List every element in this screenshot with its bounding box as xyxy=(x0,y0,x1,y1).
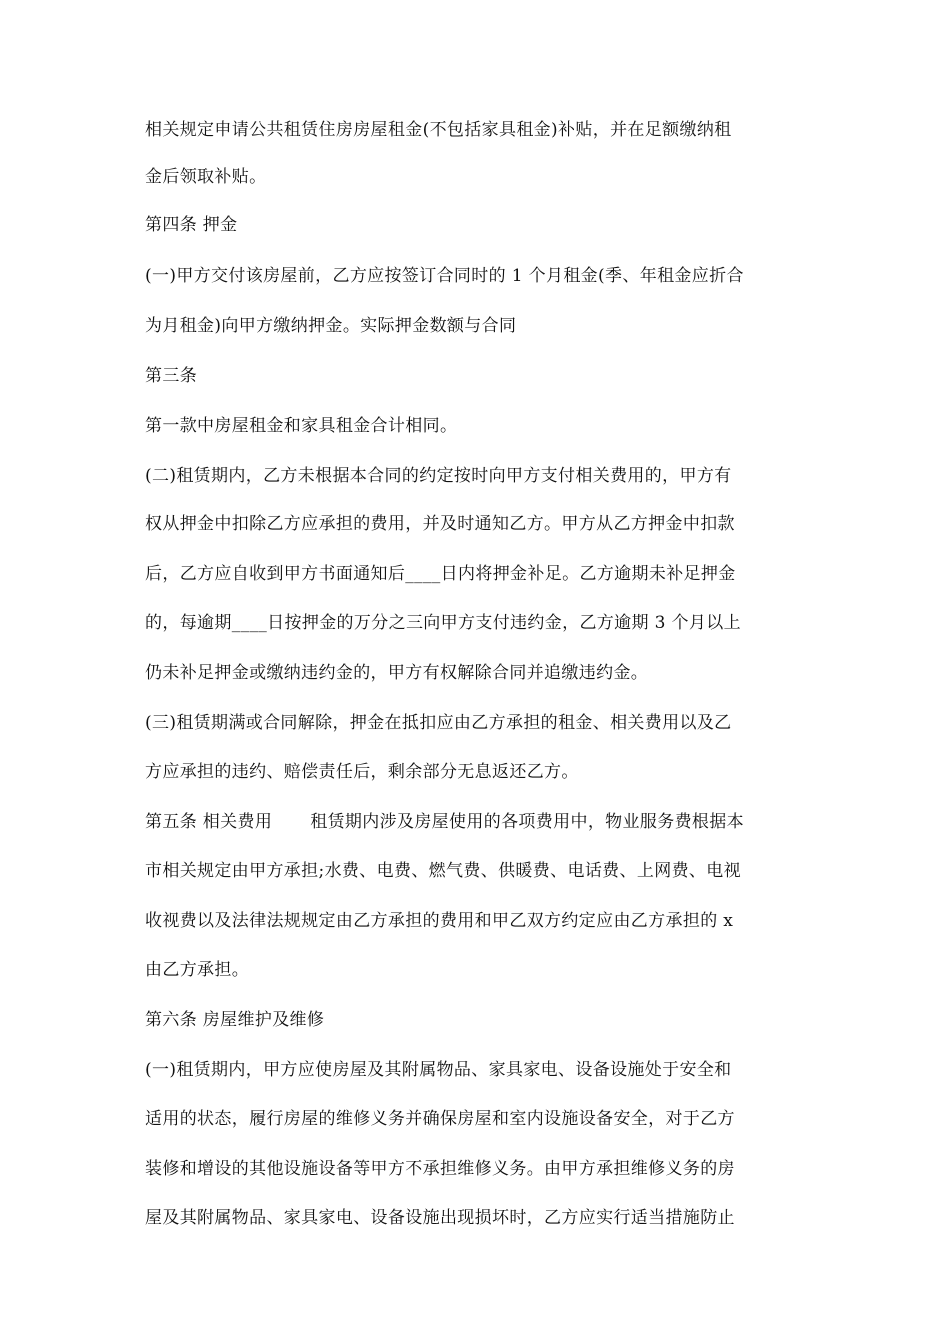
text-line: (二)租赁期内，乙方未根据本合同的约定按时向甲方支付相关费用的，甲方有 xyxy=(145,466,732,486)
text-line: (三)租赁期满或合同解除，押金在抵扣应由乙方承担的租金、相关费用以及乙 xyxy=(145,713,732,733)
article-heading: 第三条 xyxy=(145,366,198,386)
text-line: 后，乙方应自收到甲方书面通知后____日内将押金补足。乙方逾期未补足押金 xyxy=(145,564,736,584)
text-segment: 租赁期内涉及房屋使用的各项费用中，物业服务费根据本 xyxy=(310,812,744,832)
text-line: 市相关规定由甲方承担;水费、电费、燃气费、供暖费、电话费、上网费、电视 xyxy=(145,861,741,881)
text-line: 收视费以及法律法规规定由乙方承担的费用和甲乙双方约定应由乙方承担的 x xyxy=(145,911,734,931)
text-line: 为月租金)向甲方缴纳押金。实际押金数额与合同 xyxy=(145,316,517,336)
text-line: 权从押金中扣除乙方应承担的费用，并及时通知乙方。甲方从乙方押金中扣款 xyxy=(145,514,735,534)
text-line: 仍未补足押金或缴纳违约金的，甲方有权解除合同并追缴违约金。 xyxy=(145,663,649,683)
article-line xyxy=(145,810,810,834)
text-line: 相关规定申请公共租赁住房房屋租金(不包括家具租金)补贴，并在足额缴纳租 xyxy=(145,120,732,140)
text-line: 屋及其附属物品、家具家电、设备设施出现损坏时，乙方应实行适当措施防止 xyxy=(145,1208,735,1228)
text-line: (一)租赁期内，甲方应使房屋及其附属物品、家具家电、设备设施处于安全和 xyxy=(145,1060,732,1080)
article-heading: 第四条 押金 xyxy=(145,215,238,235)
text-line: 装修和增设的其他设施设备等甲方不承担维修义务。由甲方承担维修义务的房 xyxy=(145,1159,735,1179)
text-line: 适用的状态，履行房屋的维修义务并确保房屋和室内设施设备安全，对于乙方 xyxy=(145,1109,735,1129)
text-line: 由乙方承担。 xyxy=(145,960,250,980)
article-heading: 第六条 房屋维护及维修 xyxy=(145,1010,325,1030)
article-heading: 第五条 相关费用 xyxy=(145,812,273,832)
text-line: (一)甲方交付该房屋前，乙方应按签订合同时的 1 个月租金(季、年租金应折合 xyxy=(145,266,744,286)
text-line: 方应承担的违约、赔偿责任后，剩余部分无息返还乙方。 xyxy=(145,762,579,782)
text-line: 第一款中房屋租金和家具租金合计相同。 xyxy=(145,416,458,436)
text-line: 的，每逾期____日按押金的万分之三向甲方支付违约金，乙方逾期 3 个月以上 xyxy=(145,613,741,633)
text-line: 金后领取补贴。 xyxy=(145,167,267,187)
